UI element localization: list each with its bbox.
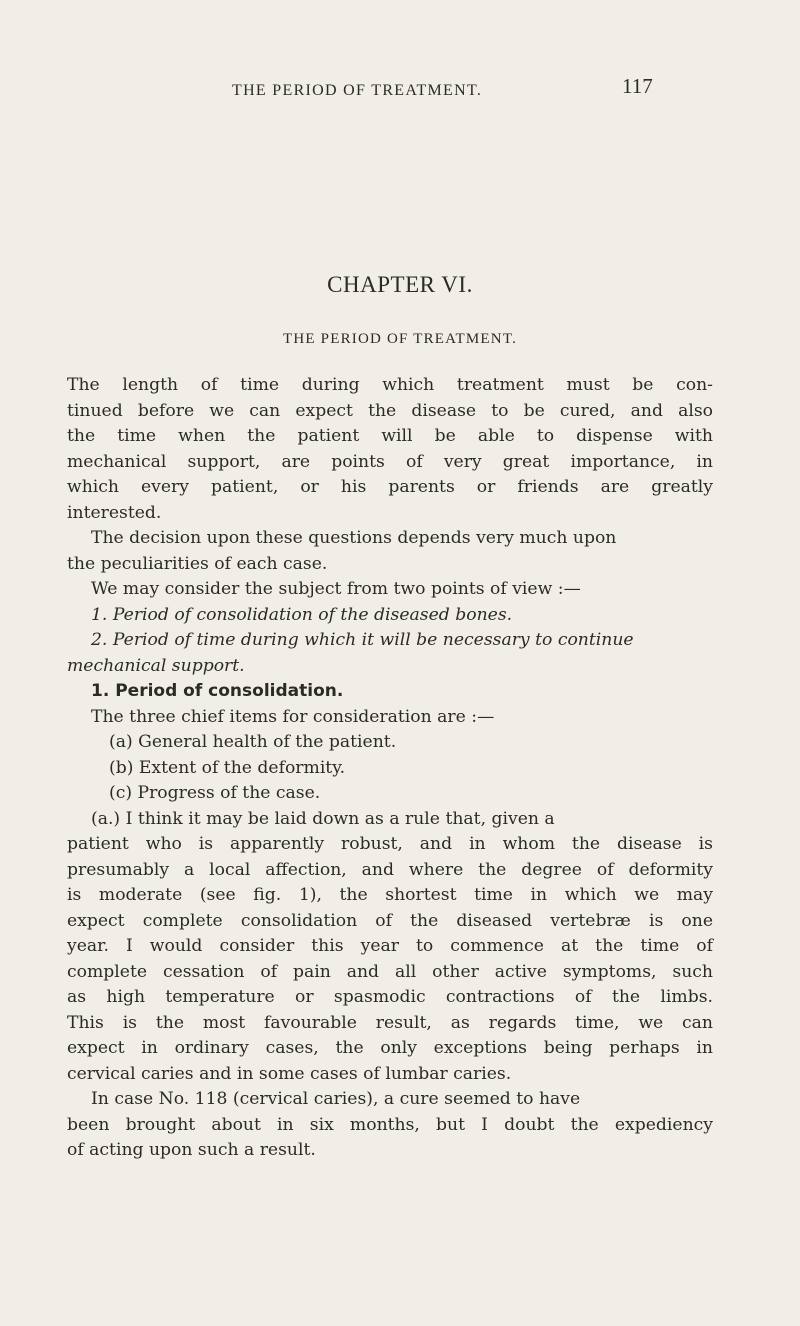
text-line: In case No. 118 (cervical caries), a cure seemed to have — [91, 1089, 581, 1109]
subsection-heading: 1. Period of consolidation. — [91, 681, 344, 701]
text-line: The decision upon these questions depends very much upon — [91, 528, 617, 548]
body-text — [67, 373, 713, 1164]
text-line: been brought about in six months, but I doubt the expediency — [67, 1114, 713, 1135]
running-head: THE PERIOD OF TREATMENT. — [232, 82, 483, 99]
text-line: presumably a local affection, and where the degree of deformity — [67, 859, 713, 880]
list-item: (a) General health of the patient. — [109, 732, 397, 752]
text-line: the peculiarities of each case. — [67, 553, 328, 574]
text-line: complete cessation of pain and all other active symptoms, such — [67, 961, 713, 982]
list-item: (b) Extent of the deformity. — [109, 757, 346, 778]
text-line: The length of time during which treatment must be con- — [67, 375, 713, 395]
text-line: which every patient, or his parents or friends are greatly — [67, 477, 713, 497]
text-line: is moderate (see fig. 1), the shortest time in which we may — [67, 885, 713, 905]
text-line: interested. — [67, 502, 162, 523]
text-line: tinued before we can expect the disease to be cured, and also — [67, 400, 713, 421]
chapter-subtitle: THE PERIOD OF TREATMENT. — [282, 331, 518, 347]
text-line: cervical caries and in some cases of lumbar caries. — [67, 1063, 512, 1084]
text-line: as high temperature or spasmodic contractions of the limbs. — [67, 987, 713, 1007]
text-line: year. I would consider this year to commence at the time of — [67, 936, 713, 956]
chapter-title: CHAPTER VI. — [327, 272, 473, 297]
text-line: (a.) I think it may be laid down as a rule that, given a — [91, 808, 555, 829]
text-line: expect in ordinary cases, the only exceptions being perhaps in — [67, 1038, 713, 1058]
text-line: of acting upon such a result. — [67, 1140, 316, 1160]
text-line: This is the most favourable result, as regards time, we can — [67, 1012, 713, 1033]
text-line: The three chief items for consideration are :— — [91, 706, 495, 727]
list-item: 2. Period of time during which it will be necessary to continue — [91, 630, 634, 650]
text-line: patient who is apparently robust, and in whom the disease is — [67, 834, 713, 854]
page-number: 117 — [622, 74, 653, 98]
list-item: (c) Progress of the case. — [109, 783, 321, 803]
text-line: the time when the patient will be able to dispense with — [67, 426, 713, 446]
list-item: mechanical support. — [67, 655, 245, 676]
text-line: expect complete consolidation of the diseased vertebræ is one — [67, 910, 713, 931]
text-line: mechanical support, are points of very great importance, in — [67, 451, 713, 472]
text-line: We may consider the subject from two points of view :— — [91, 579, 581, 599]
list-item: 1. Period of consolidation of the diseased bones. — [91, 604, 513, 625]
